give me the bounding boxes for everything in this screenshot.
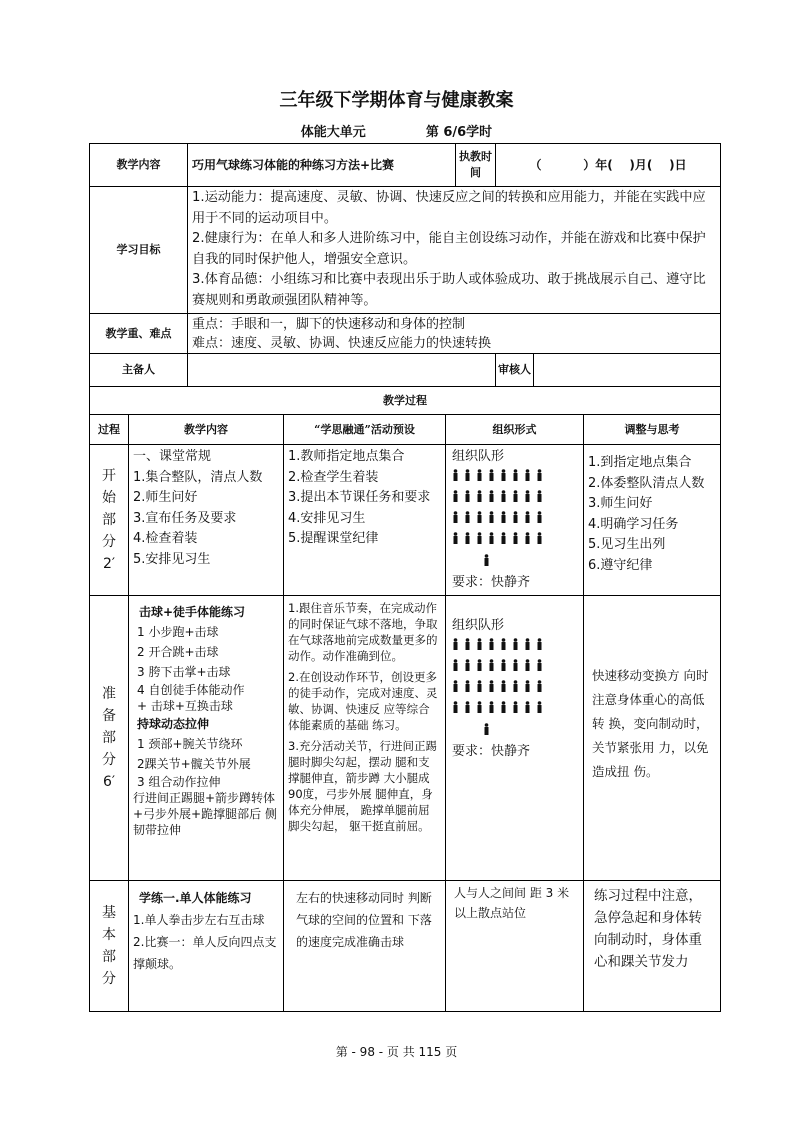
stage-main: 基 本 部 分 <box>90 881 129 1012</box>
student-icon <box>524 638 531 653</box>
student-row <box>452 701 577 716</box>
student-row <box>452 511 577 526</box>
student-icon <box>524 659 531 674</box>
formation-title: 组织队形 <box>452 449 505 464</box>
student-icon <box>500 638 507 653</box>
teacher-icon <box>452 722 520 742</box>
student-row <box>452 638 577 653</box>
student-icon <box>488 659 495 674</box>
student-icon <box>452 659 459 674</box>
content-value: 巧用气球练习体能的种练习方法+比赛 <box>188 144 456 187</box>
student-row <box>452 490 577 505</box>
goal-item: 3.体育品德：小组练习和比赛中表现出乐于助人或体验成功、敢于挑战展示自己、遵守比 赛规则和勇敢顽强团队精神等。 <box>192 272 706 308</box>
student-icon <box>452 469 459 484</box>
student-row <box>452 469 577 484</box>
student-icon <box>512 532 519 547</box>
student-icon <box>452 680 459 695</box>
student-icon <box>452 532 459 547</box>
warmup-content: 击球+徒手体能练习 1 小步跑+击球 2 开合跳+击球 3 胯下击掌+击球 4 自创徒手体能动作 + 击球+互换击球 持球动态拉伸 1 颈部+腕关节绕环 2踝关节+髋关节外展 3 组合动作拉伸 行进间正踢腿+箭步蹲转体+弓步外展+跪撑腿部后 侧韧带拉伸 <box>129 596 284 881</box>
keypoint-item: 重点：手眼和一，脚下的快速移动和身体的控制 <box>192 316 466 332</box>
goals-label: 学习目标 <box>90 187 188 314</box>
document-title: 三年级下学期体育与健康教案 <box>279 90 514 111</box>
exec-time-label: 执教时间 <box>456 144 496 187</box>
reviewer-label: 审核人 <box>496 354 534 387</box>
student-icon <box>536 701 543 716</box>
student-icon <box>500 701 507 716</box>
student-icon <box>464 659 471 674</box>
student-icon <box>488 490 495 505</box>
student-icon <box>476 532 483 547</box>
student-icon <box>524 680 531 695</box>
goal-item: 1.运动能力：提高速度、灵敏、协调、快速反应之间的转换和应用能力，并能在实践中应用于不同的运动项目中。 <box>192 190 706 226</box>
student-row <box>452 659 577 674</box>
student-icon <box>500 532 507 547</box>
formation-note: 要求：快静齐 <box>452 575 531 590</box>
preparer-label: 主备人 <box>90 354 188 387</box>
col-header-stage: 过程 <box>90 415 129 445</box>
main-formation: 人与人之间间 距 3 米以上散点站位 <box>446 881 584 1012</box>
formation-title: 组织队形 <box>452 618 505 633</box>
student-icon <box>536 638 543 653</box>
student-icon <box>452 490 459 505</box>
student-icon <box>464 532 471 547</box>
student-icon <box>464 469 471 484</box>
student-icon <box>536 532 543 547</box>
lesson-header-table <box>89 143 721 415</box>
student-icon <box>512 490 519 505</box>
student-icon <box>512 701 519 716</box>
start-formation <box>446 445 584 596</box>
student-icon <box>512 680 519 695</box>
student-icon <box>488 701 495 716</box>
student-icon <box>500 469 507 484</box>
student-icon <box>464 701 471 716</box>
student-formation-diagram <box>452 638 577 742</box>
teacher-icon <box>452 553 520 573</box>
preparer-value <box>188 354 496 387</box>
student-icon <box>512 469 519 484</box>
col-header-adjust: 调整与思考 <box>584 415 721 445</box>
learning-goals <box>188 187 721 314</box>
formation-note: 要求：快静齐 <box>452 744 531 759</box>
goal-item: 2.健康行为：在单人和多人进阶练习中，能自主创设练习动作，并能在游戏和比赛中保护自我的同时保护他人，增强安全意识。 <box>192 231 706 267</box>
student-icon <box>536 490 543 505</box>
student-icon <box>488 680 495 695</box>
process-label: 教学过程 <box>90 387 721 415</box>
student-icon <box>476 469 483 484</box>
warmup-formation <box>446 596 584 881</box>
student-icon <box>524 490 531 505</box>
lesson-number: 第 6/6学时 <box>425 125 493 140</box>
unit-name: 体能大单元 <box>300 125 366 140</box>
process-table <box>89 414 721 1012</box>
student-icon <box>476 680 483 695</box>
keypoints-label: 教学重、难点 <box>90 314 188 354</box>
student-icon <box>464 638 471 653</box>
student-icon <box>524 532 531 547</box>
student-formation-diagram <box>452 469 577 573</box>
student-icon <box>476 490 483 505</box>
start-activity: 1.教师指定地点集合 2.检查学生着装 3.提出本节课任务和要求 4.安排见习生 5.提醒课堂纪律 <box>284 445 446 596</box>
student-row <box>452 532 577 547</box>
student-icon <box>476 511 483 526</box>
page-footer: 第 - 98 - 页 共 115 页 <box>335 1045 458 1059</box>
student-icon <box>464 680 471 695</box>
student-icon <box>476 638 483 653</box>
col-header-activity: “学思融通”活动预设 <box>284 415 446 445</box>
warmup-adjust: 快速移动变换方 向时注意身体重心的高低转 换，变向制动时，关节紧张用 力，以免造成扭 伤。 <box>584 596 721 881</box>
student-icon <box>524 511 531 526</box>
student-icon <box>452 638 459 653</box>
col-header-content: 教学内容 <box>129 415 284 445</box>
stage-warmup: 准 备 部 分 6′ <box>90 596 129 881</box>
student-icon <box>536 659 543 674</box>
student-icon <box>500 659 507 674</box>
warmup-activity: 1.跟住音乐节奏，在完成动作的同时保证气球不落地，争取在气球落地前完成数量更多的动作。动作准确到位。 2.在创设动作环节，创设更多的徒手动作，完成对速度、灵敏、协调、快速反 应等综合体能素质的基础 练习。 3.充分活动关节，行进间正踢腿时脚尖勾起，摆动 腿和支撑腿伸直，箭步蹲 大小腿成90度，弓步外展 腿伸直，身体充分伸展， 跪撑单腿前屈脚尖勾起， 躯干挺直前屈。 <box>284 596 446 881</box>
document-subtitle <box>0 121 793 140</box>
content-label: 教学内容 <box>90 144 188 187</box>
student-icon <box>476 659 483 674</box>
student-icon <box>500 490 507 505</box>
student-icon <box>476 701 483 716</box>
keypoint-item: 难点：速度、灵敏、协调、快速反应能力的快速转换 <box>192 335 492 351</box>
main-activity: 左右的快速移动同时 判断气球的空间的位置和 下落的速度完成准确击球 <box>284 881 446 1012</box>
student-icon <box>500 680 507 695</box>
main-content: 学练一.单人体能练习 1.单人拳击步左右互击球 2.比赛一：单人反向四点支撑颠球。 <box>129 881 284 1012</box>
student-icon <box>452 511 459 526</box>
student-icon <box>488 532 495 547</box>
start-content: 一、课堂常规 1.集合整队，清点人数 2.师生问好 3.宣布任务及要求 4.检查着装 5.安排见习生 <box>129 445 284 596</box>
student-icon <box>488 511 495 526</box>
student-icon <box>464 490 471 505</box>
student-icon <box>536 469 543 484</box>
student-icon <box>524 469 531 484</box>
student-icon <box>524 701 531 716</box>
student-icon <box>536 511 543 526</box>
main-adjust: 练习过程中注意，急停急起和身体转向制动时，身体重心和踝关节发力 <box>584 881 721 1012</box>
col-header-formation: 组织形式 <box>446 415 584 445</box>
student-row <box>452 680 577 695</box>
student-icon <box>512 511 519 526</box>
student-icon <box>512 638 519 653</box>
reviewer-value <box>534 354 721 387</box>
student-icon <box>512 659 519 674</box>
start-adjust: 1.到指定地点集合 2.体委整队清点人数 3.师生问好 4.明确学习任务 5.见习生出列 6.遵守纪律 <box>584 445 721 596</box>
student-icon <box>500 511 507 526</box>
student-icon <box>536 680 543 695</box>
stage-start: 开 始 部 分 2′ <box>90 445 129 596</box>
student-icon <box>452 701 459 716</box>
keypoints <box>188 314 721 354</box>
student-icon <box>464 511 471 526</box>
student-icon <box>488 638 495 653</box>
date-field: （ ）年( )月( )日 <box>496 144 721 187</box>
student-icon <box>488 469 495 484</box>
